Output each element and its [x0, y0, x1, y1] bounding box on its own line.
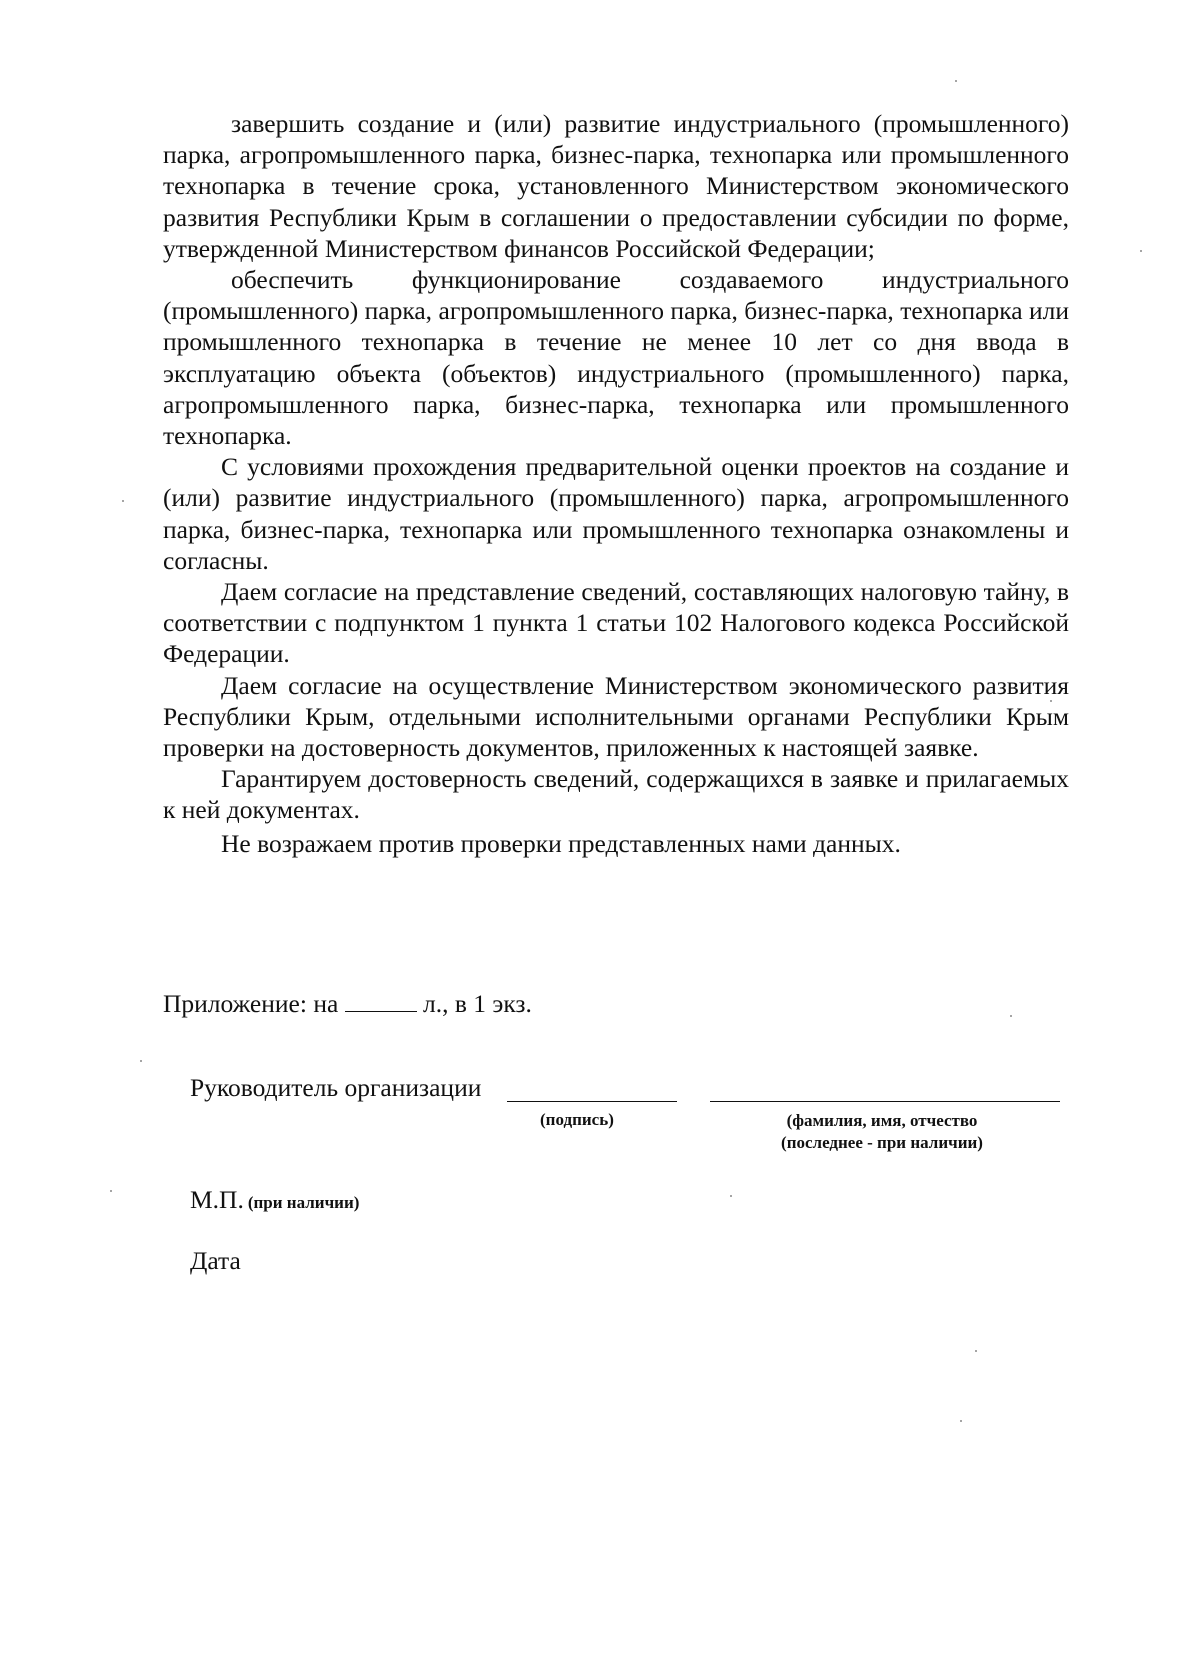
scan-speck: [975, 1350, 977, 1352]
paragraph-verification-consent: Даем согласие на осуществление Министерством экономического развития Республики Крым, отдельными исполнительными органами Республики Крым проверки на достоверность документов, приложенных к настоящей заявке.: [163, 670, 1069, 763]
paragraph-guarantee: Гарантируем достоверность сведений, содержащихся в заявке и прилагаемых к ней документах.: [163, 764, 1069, 825]
stamp-note: (при наличии): [247, 1193, 360, 1212]
full-name-blank-line: [710, 1101, 1060, 1102]
signature-blank-line: [507, 1101, 677, 1102]
paragraph-ensure-operation: обеспечить функционирование создаваемого индустриального (промышленного) парка, агропромышленного парка, бизнес-парка, технопарка или промышленного технопарка в течение не менее 10 лет со дня ввода в эксплуатацию объекта (объектов) индустриального (промышленного) парка, агропромышленного парка, бизнес-парка, технопарка или промышленного технопарка.: [163, 265, 1069, 451]
signature-caption: (подпись): [540, 1110, 614, 1129]
scan-speck: [140, 1060, 142, 1062]
paragraph-complete-creation: завершить создание и (или) развитие индустриального (промышленного) парка, агропромышленного парка, бизнес-парка, технопарка или промышленного технопарка в течение срока, установленного Министерством экономического развития Республики Крым в соглашении о предоставлении субсидии по форме, утвержденной Министерством финансов Российской Федерации;: [163, 109, 1069, 263]
full-name-caption-line-2: (последнее - при наличии): [781, 1133, 983, 1152]
appendix-pages-blank: [345, 989, 417, 1012]
date-label: Дата: [190, 1246, 241, 1275]
scan-speck: [1050, 700, 1052, 702]
appendix-prefix: Приложение: на: [163, 989, 339, 1018]
scan-speck: [1140, 250, 1142, 252]
head-of-organization-label: Руководитель организации: [190, 1073, 482, 1102]
paragraph-conditions-agreement: С условиями прохождения предварительной оценки проектов на создание и (или) развитие индустриального (промышленного) парка, агропромышленного парка, бизнес-парка, технопарка или промышленного технопарка ознакомлены и согласны.: [163, 452, 1069, 575]
document-body: [163, 108, 1069, 859]
appendix-line: [163, 988, 532, 1019]
stamp-label: М.П.: [190, 1185, 244, 1214]
scan-speck: [122, 500, 124, 502]
scan-speck: [110, 1190, 112, 1192]
scan-speck: [955, 80, 957, 82]
scan-speck: [1010, 1015, 1012, 1017]
scan-speck: [960, 1420, 962, 1422]
paragraph-no-objection: Не возражаем против проверки представленных нами данных.: [221, 828, 901, 858]
paragraph-tax-secret-consent: Даем согласие на представление сведений, составляющих налоговую тайну, в соответствии с подпунктом 1 пункта 1 статьи 102 Налогового кодекса Российской Федерации.: [163, 577, 1069, 669]
stamp-place: [190, 1185, 359, 1215]
full-name-caption-line-1: (фамилия, имя, отчество: [786, 1111, 978, 1130]
appendix-suffix: л., в 1 экз.: [423, 989, 532, 1018]
full-name-caption: [762, 1110, 1002, 1154]
scan-speck: [730, 1195, 732, 1197]
